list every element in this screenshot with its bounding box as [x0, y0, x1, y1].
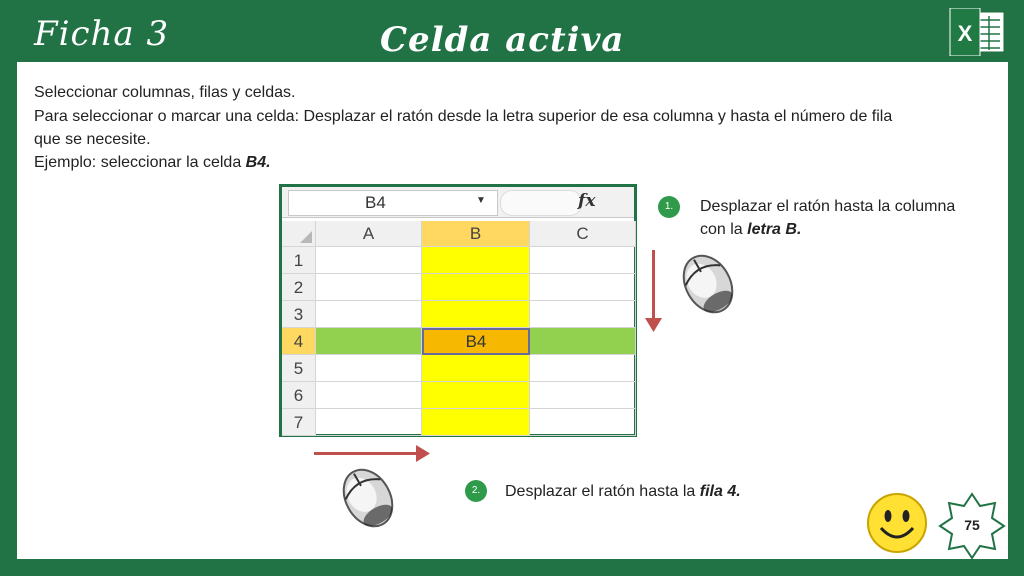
cell-c5[interactable] — [530, 355, 636, 382]
down-arrow-line — [652, 250, 655, 322]
select-all-corner[interactable] — [282, 221, 316, 247]
cell-a5[interactable] — [316, 355, 422, 382]
row-header-4[interactable]: 4 — [282, 328, 316, 355]
step-1-badge: 1. — [658, 196, 680, 218]
active-cell-b4[interactable]: B4 — [422, 328, 530, 355]
column-header-c[interactable]: C — [530, 221, 636, 247]
row-header-6[interactable]: 6 — [282, 382, 316, 409]
cell-b3[interactable] — [422, 301, 530, 328]
cell-a2[interactable] — [316, 274, 422, 301]
step-2-prefix: Desplazar el ratón hasta la — [505, 483, 700, 500]
row-header-7[interactable]: 7 — [282, 409, 316, 436]
down-arrow-icon — [645, 318, 662, 332]
fx-icon[interactable]: fx — [578, 191, 596, 211]
column-header-a[interactable]: A — [316, 221, 422, 247]
cell-b7[interactable] — [422, 409, 530, 436]
right-arrow-line — [314, 452, 418, 455]
spreadsheet-image — [279, 184, 637, 437]
cell-a4[interactable] — [316, 328, 422, 355]
cell-b5[interactable] — [422, 355, 530, 382]
step-2-bold: fila 4. — [699, 483, 741, 500]
step-2-text — [505, 481, 741, 503]
namebox-dropdown-icon[interactable]: ▼ — [476, 195, 486, 206]
cell-c3[interactable] — [530, 301, 636, 328]
cell-a7[interactable] — [316, 409, 422, 436]
formula-bar — [282, 187, 634, 218]
row-header-2[interactable]: 2 — [282, 274, 316, 301]
ficha-label: Ficha 3 — [34, 14, 170, 54]
row-header-3[interactable]: 3 — [282, 301, 316, 328]
column-header-b[interactable]: B — [422, 221, 530, 247]
instruction-line: Para seleccionar o marcar una celda: Desplazar el ratón desde la letra superior de esa columna y hasta el número de fila — [34, 108, 893, 125]
cell-a3[interactable] — [316, 301, 422, 328]
step-1-prefix: con la — [700, 221, 748, 238]
right-arrow-icon — [416, 445, 430, 462]
example-prefix: Ejemplo: seleccionar la celda — [34, 154, 246, 171]
example-cell: B4. — [245, 154, 271, 171]
step-2-badge: 2. — [465, 480, 487, 502]
cell-c1[interactable] — [530, 247, 636, 274]
page-number: 75 — [964, 517, 980, 533]
name-box[interactable]: B4 — [288, 190, 498, 216]
row-header-1[interactable]: 1 — [282, 247, 316, 274]
step-1-text: Desplazar el ratón hasta la columna — [700, 198, 956, 215]
cell-b1[interactable] — [422, 247, 530, 274]
cell-a1[interactable] — [316, 247, 422, 274]
cell-c7[interactable] — [530, 409, 636, 436]
example-line — [34, 152, 271, 174]
instruction-line-cont: que se necesite. — [34, 131, 151, 148]
smiley-icon — [866, 492, 928, 554]
logo-letter: X — [957, 21, 973, 46]
cell-a6[interactable] — [316, 382, 422, 409]
excel-logo-icon — [948, 8, 1006, 56]
cell-c6[interactable] — [530, 382, 636, 409]
slide-title: Celda activa — [380, 20, 625, 60]
cell-b2[interactable] — [422, 274, 530, 301]
step-1-text-cont — [700, 219, 801, 241]
cell-c2[interactable] — [530, 274, 636, 301]
cell-b6[interactable] — [422, 382, 530, 409]
row-header-5[interactable]: 5 — [282, 355, 316, 382]
step-1-bold: letra B. — [747, 221, 802, 238]
intro-line: Seleccionar columnas, filas y celdas. — [34, 84, 296, 101]
formula-separator — [500, 190, 582, 216]
cell-c4[interactable] — [530, 328, 636, 355]
